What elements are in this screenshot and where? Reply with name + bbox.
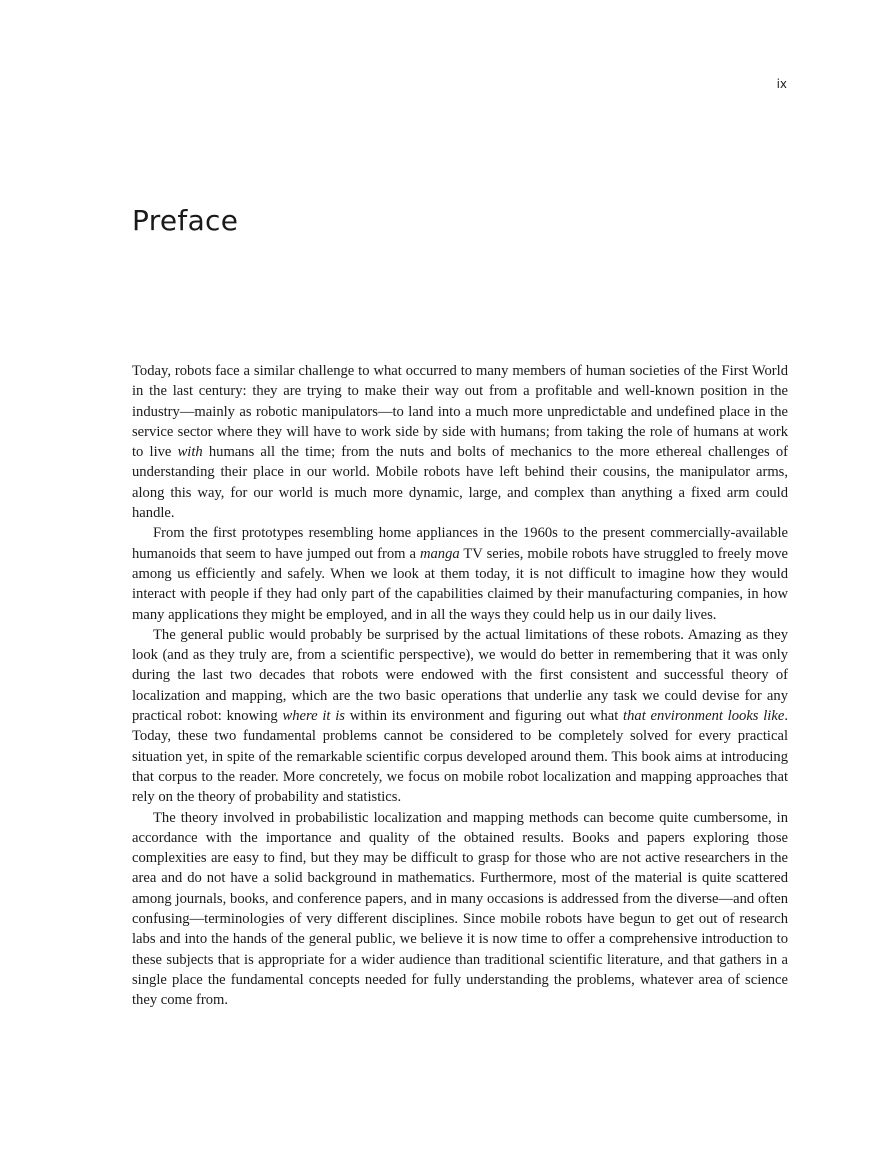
text-segment: The general public would probably be surprised by the actual limitations of these robots. Amazing as they look (and as they truly are, from a scientific perspective), we would do better in remembering that it was only during the last two decades that robots were endowed with the first consistent and successful theory of localization and mapping, which are the two basic operations that underlie any task we could devise for any practical robot: knowing [132, 626, 788, 725]
emphasis: that environment looks like [623, 708, 785, 725]
text-segment: humans all the time; from the nuts and bolts of mechanics to the more ethereal challenges of understanding their place in our world. Mobile robots have left behind their cousins, the manipulator arms, along this way, for our world is much more dynamic, large, and complex than anything a fixed arm could handle. [132, 444, 788, 522]
paragraph [132, 361, 788, 523]
text-segment: within its environment and figuring out what [344, 708, 624, 725]
paragraph [132, 625, 788, 808]
text-segment: TV series, mobile robots have struggled to freely move among us efficiently and safely. When we look at them today, it is not difficult to imagine how they would interact with people if they had only part of the capabilities claimed by their manufacturing companies, in how many applications they might be employed, and in all the ways they could help us in our daily lives. [132, 545, 788, 623]
text-segment: Today, robots face a similar challenge to what occurred to many members of human societies of the First World in the last century: they are trying to make their way out from a profitable and well-known position in the industry—mainly as robotic manipulators—to land into a much more unpredictable and undefined place in the service sector where they will have to work side by side with humans; from taking the role of humans at work to live [132, 363, 788, 461]
chapter-title: Preface [132, 204, 239, 237]
page-number: ix [776, 77, 787, 91]
emphasis: where it is [282, 708, 345, 725]
text-segment: . Today, these two fundamental problems cannot be considered to be completely solved for every practical situation yet, in spite of the remarkable scientific corpus developed around them. This book aims at introducing that corpus to the reader. More concretely, we focus on mobile robot localization and mapping approaches that rely on the theory of probability and statistics. [132, 708, 788, 806]
body-text [132, 361, 788, 1011]
paragraph [132, 808, 788, 1011]
text-segment: The theory involved in probabilistic localization and mapping methods can become quite cumbersome, in accordance with the importance and quality of the obtained results. Books and papers exploring those complexities are easy to find, but they may be difficult to grasp for those who are not active researchers in the area and do not have a solid background in mathematics. Furthermore, most of the material is quite scattered among journals, books, and conference papers, and in many occasions is addressed from the diverse—and often confusing—terminologies of very different disciplines. Since mobile robots have begun to get out of research labs and into the hands of the general public, we believe it is now time to offer a comprehensive introduction to these subjects that is appropriate for a wider audience than traditional scientific literature, and that gathers in a single place the fundamental concepts needed for fully understanding the problems, whatever area of science they come from. [132, 809, 788, 1009]
text-segment: From the first prototypes resembling home appliances in the 1960s to the present commercially-available humanoids that seem to have jumped out from a [132, 525, 788, 562]
emphasis: with [177, 444, 203, 461]
emphasis: manga [419, 545, 460, 562]
paragraph [132, 523, 788, 624]
